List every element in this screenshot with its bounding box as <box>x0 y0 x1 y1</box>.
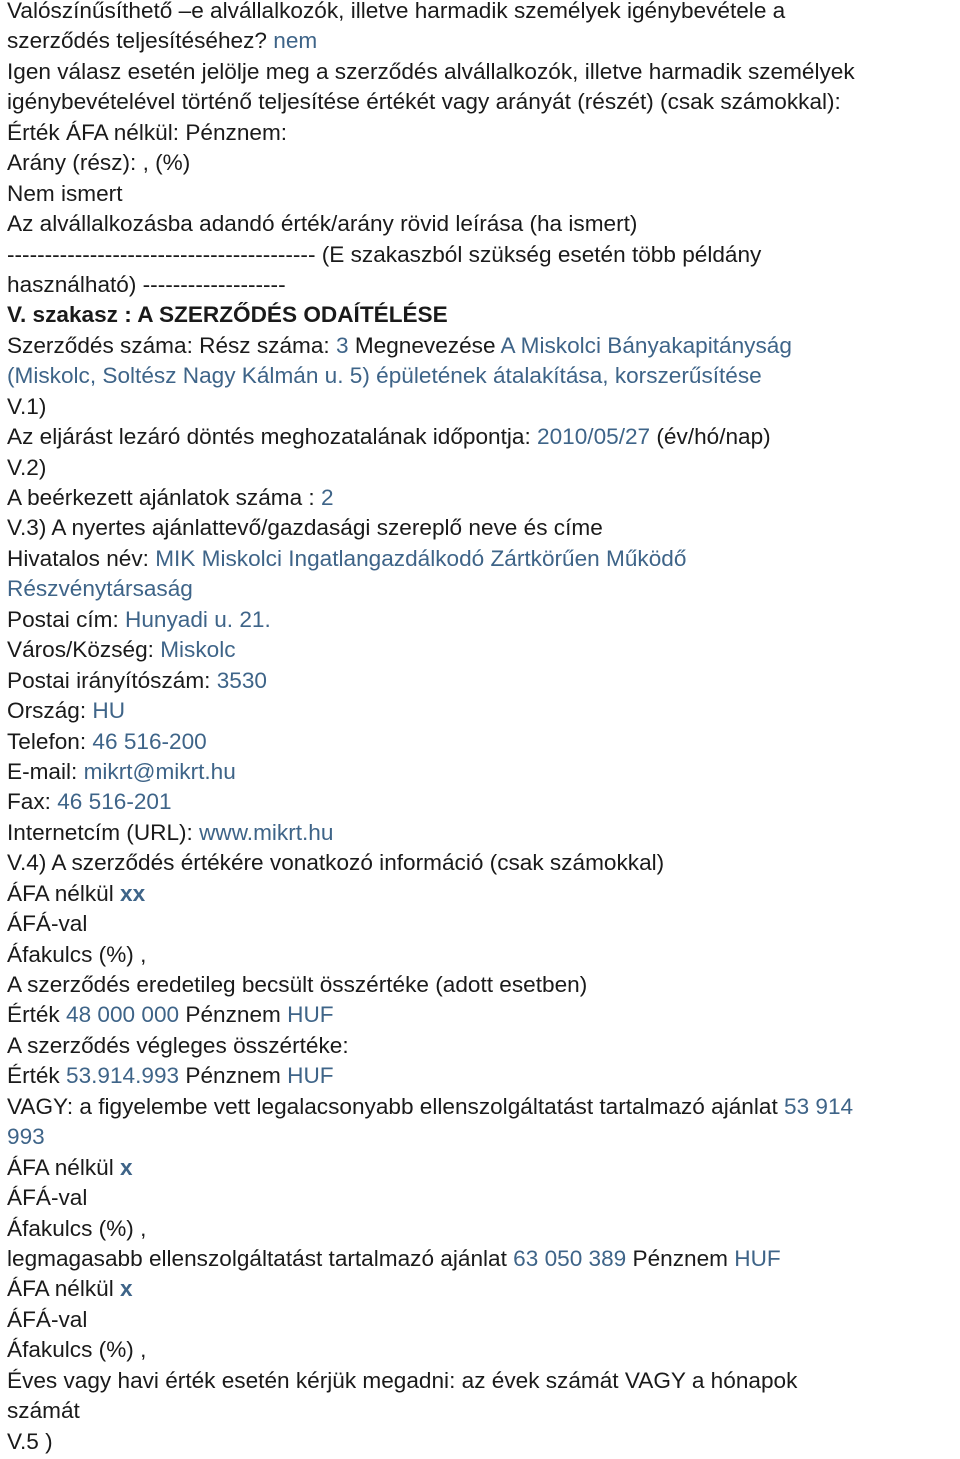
text-line: A szerződés eredetileg becsült összértéke (adott esetben) <box>7 972 588 997</box>
phone: 46 516-200 <box>92 728 207 754</box>
official-name: MIK Miskolci Ingatlangazdálkodó Zártkörűen Működő <box>155 545 687 571</box>
phone-line <box>7 727 960 757</box>
text-line: Igen válasz esetén jelölje meg a szerződés alvállalkozók, illetve harmadik személyek <box>7 58 855 84</box>
fax-line <box>7 787 960 817</box>
field-label: Pénznem <box>179 1063 288 1089</box>
field-label: ÁFA nélkül <box>7 1276 121 1302</box>
final-value: 53.914.993 <box>66 1063 180 1089</box>
text-line: Áfakulcs (%) , <box>7 1337 147 1363</box>
field-label: A beérkezett ajánlatok száma : <box>7 485 321 510</box>
country: HU <box>92 698 126 724</box>
postcode-line <box>7 666 960 696</box>
field-label: VAGY: a figyelembe vett legalacsonyabb ellenszolgáltatást tartalmazó ajánlat <box>7 1093 785 1119</box>
text-line: ÁFÁ-val <box>7 911 88 937</box>
official-name-line <box>7 544 960 574</box>
city: Miskolc <box>160 637 236 663</box>
estimated-value: 48 000 000 <box>66 1002 180 1028</box>
city-line <box>7 635 960 665</box>
field-label: Telefon: <box>7 728 93 754</box>
separator-line: ----------------------------------------- (E szakaszból szükség esetén több példány <box>7 241 762 267</box>
text-line: Érték ÁFA nélkül: Pénznem: <box>7 119 288 145</box>
text-line: Áfakulcs (%) , <box>7 941 147 967</box>
currency: HUF <box>287 1063 334 1089</box>
text-line: ÁFÁ-val <box>7 1185 88 1211</box>
subsection-number: V.1) <box>7 393 47 419</box>
field-label: legmagasabb ellenszolgáltatást tartalmazó ajánlat <box>7 1245 514 1271</box>
highest-offer-line <box>7 1244 960 1274</box>
field-label: Fax: <box>7 789 58 815</box>
offers-count-line <box>7 483 960 513</box>
email-line <box>7 757 960 787</box>
vat-excluded-mark: x <box>120 1154 133 1180</box>
field-label: Város/Község: <box>7 637 161 663</box>
section-heading: V. szakasz : A SZERZŐDÉS ODAÍTÉLÉSE <box>7 302 448 328</box>
field-label: Postai irányítószám: <box>7 667 217 693</box>
vat-excluded-mark: xx <box>120 880 146 906</box>
lowest-offer-line <box>7 1122 960 1152</box>
field-label: (év/hó/nap) <box>650 424 771 450</box>
text-line: A szerződés végleges összértéke: <box>7 1032 349 1058</box>
text-line: ÁFÁ-val <box>7 1306 88 1332</box>
vat-excluded-line <box>7 879 960 909</box>
email-link[interactable]: mikrt@mikrt.hu <box>83 758 236 784</box>
text-line: Nem ismert <box>7 180 123 206</box>
currency: HUF <box>734 1245 781 1271</box>
field-label: Pénznem <box>626 1245 735 1271</box>
field-label: Szerződés száma: Rész száma: <box>7 332 336 358</box>
field-label: Érték <box>7 1063 67 1089</box>
postal-address: Hunyadi u. 21. <box>125 606 271 632</box>
fax: 46 516-201 <box>57 789 172 815</box>
text-line: Arány (rész): , (%) <box>7 150 191 176</box>
official-name-cont: Részvénytársaság <box>7 576 193 602</box>
field-label: Ország: <box>7 698 93 724</box>
field-label: Hivatalos név: <box>7 545 156 571</box>
offers-count: 2 <box>320 485 334 510</box>
postcode: 3530 <box>216 667 267 693</box>
highest-offer-value: 63 050 389 <box>513 1245 627 1271</box>
final-value-line <box>7 1061 960 1091</box>
contract-title-cont: (Miskolc, Soltész Nagy Kálmán u. 5) épületének átalakítása, korszerűsítése <box>7 363 762 389</box>
lot-number: 3 <box>335 332 349 358</box>
vat-excluded-line <box>7 1274 960 1304</box>
field-label: Érték <box>7 1002 67 1028</box>
contract-name-line <box>7 361 960 391</box>
field-label: Az eljárást lezáró döntés meghozatalának időpontja: <box>7 424 538 450</box>
field-label: Internetcím (URL): <box>7 819 200 845</box>
country-line <box>7 696 960 726</box>
decision-date-line <box>7 422 960 452</box>
field-label: ÁFA nélkül <box>7 1154 121 1180</box>
subsection-heading: V.4) A szerződés értékére vonatkozó információ (csak számokkal) <box>7 850 665 876</box>
text-line: számát <box>7 1398 80 1424</box>
contract-name-line <box>7 331 960 361</box>
official-name-line <box>7 574 960 604</box>
contract-title: A Miskolci Bányakapitányság <box>500 332 792 358</box>
field-label: E-mail: <box>7 758 84 784</box>
field-label: ÁFA nélkül <box>7 880 121 906</box>
text-line: igénybevételével történő teljesítése értékét vagy arányát (részét) (csak számokkal): <box>7 89 841 115</box>
currency: HUF <box>287 1002 334 1028</box>
lowest-offer-value-cont: 993 <box>7 1124 45 1150</box>
field-value: nem <box>273 28 318 54</box>
subsection-heading: V.3) A nyertes ajánlattevő/gazdasági szereplő neve és címe <box>7 515 603 541</box>
website-link[interactable]: www.mikrt.hu <box>199 819 334 845</box>
vat-excluded-line <box>7 1153 960 1183</box>
separator-line: használható) ------------------- <box>7 271 286 297</box>
url-line <box>7 818 960 848</box>
text-line: Valószínűsíthető –e alvállalkozók, illetve harmadik személyek igénybevétele a <box>7 0 786 23</box>
vat-excluded-mark: x <box>120 1276 133 1302</box>
subsection-number: V.5 ) <box>7 1428 53 1454</box>
field-label: szerződés teljesítéséhez? <box>7 28 274 54</box>
field-label: Pénznem <box>179 1002 288 1028</box>
text-line: Az alvállalkozásba adandó érték/arány rövid leírása (ha ismert) <box>7 211 638 237</box>
lowest-offer-value: 53 914 <box>784 1093 854 1119</box>
lowest-offer-line <box>7 1092 960 1122</box>
decision-date: 2010/05/27 <box>537 424 651 450</box>
field-label: Megnevezése <box>348 332 501 358</box>
text-line: Éves vagy havi érték esetén kérjük megadni: az évek számát VAGY a hónapok <box>7 1367 798 1393</box>
text-line: Áfakulcs (%) , <box>7 1215 147 1241</box>
field-label: Postai cím: <box>7 606 126 632</box>
estimated-value-line <box>7 1000 960 1030</box>
text-line <box>7 26 960 56</box>
postal-address-line <box>7 605 960 635</box>
subsection-number: V.2) <box>7 454 47 480</box>
